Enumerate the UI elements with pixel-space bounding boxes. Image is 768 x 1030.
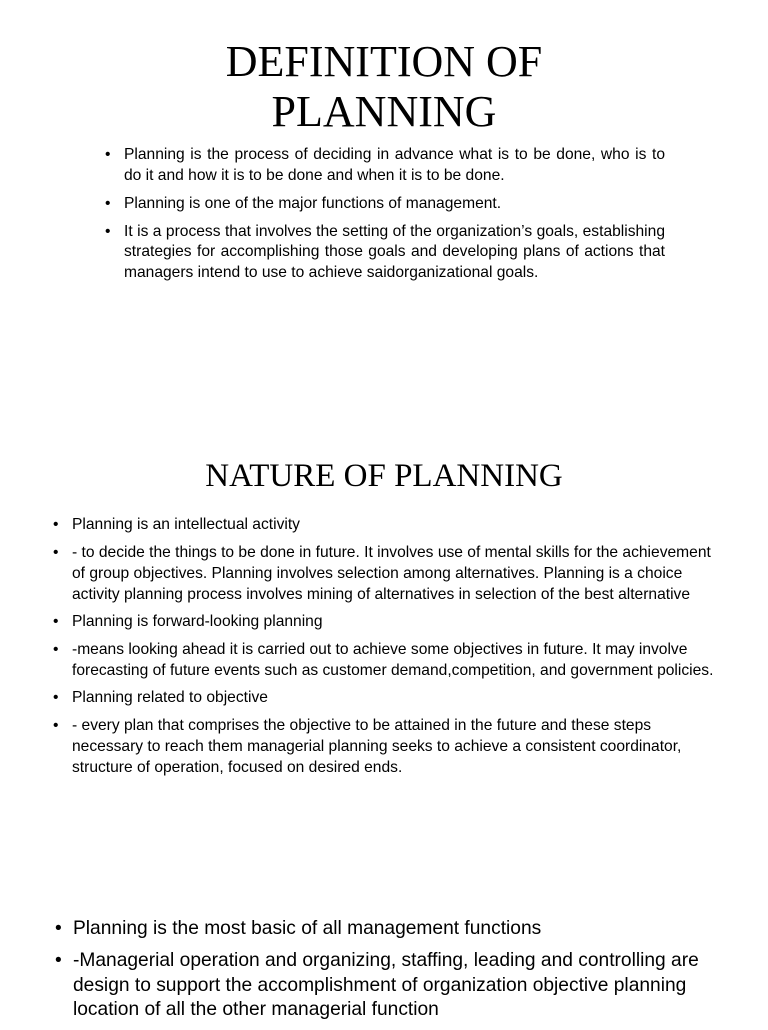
definition-bullet-text: Planning is the process of deciding in advance what is to be done, who is to do it and how it is to be done and when it is to be done. bbox=[124, 146, 665, 184]
basic-bullet-text: Planning is the most basic of all management functions bbox=[73, 918, 542, 939]
basic-bullet-list bbox=[55, 917, 723, 1030]
basic-bullet-item bbox=[55, 917, 723, 942]
nature-bullet-text: Planning related to objective bbox=[72, 689, 268, 706]
nature-bullet-text: Planning is forward-looking planning bbox=[72, 613, 323, 630]
bullet-icon: • bbox=[53, 543, 59, 561]
bullet-icon: • bbox=[53, 613, 59, 630]
definition-bullet-item bbox=[105, 194, 665, 215]
nature-bullet-item bbox=[53, 514, 714, 535]
nature-title: NATURE OF PLANNING bbox=[205, 458, 563, 494]
definition-title bbox=[150, 37, 618, 137]
bullet-icon: • bbox=[55, 918, 62, 939]
nature-bullet-list bbox=[53, 514, 714, 784]
nature-bullet-text: - every plan that comprises the objective to be attained in the future and these steps necessary to reach them managerial planning seeks to achieve a consistent coordinator, structure of operation, focused on desired ends. bbox=[72, 716, 682, 776]
bullet-icon: • bbox=[53, 516, 59, 533]
bullet-icon: • bbox=[55, 950, 62, 971]
bullet-icon: • bbox=[105, 194, 111, 212]
definition-bullet-item bbox=[105, 222, 665, 284]
nature-bullet-item bbox=[53, 611, 714, 632]
bullet-icon: • bbox=[53, 716, 59, 734]
bullet-icon: • bbox=[105, 222, 111, 240]
basic-bullet-item bbox=[55, 949, 723, 1023]
nature-bullet-item bbox=[53, 715, 714, 778]
bullet-icon: • bbox=[53, 640, 59, 658]
definition-title-line1: DEFINITION OF bbox=[225, 37, 543, 86]
bullet-icon: • bbox=[105, 146, 111, 163]
nature-bullet-item bbox=[53, 542, 714, 605]
definition-bullet-list bbox=[105, 145, 665, 291]
nature-bullet-text: -means looking ahead it is carried out to achieve some objectives in future. It may involve forecasting of future events such as customer demand,competition, and government policies. bbox=[72, 640, 714, 679]
nature-bullet-item bbox=[53, 687, 714, 708]
definition-bullet-item bbox=[105, 145, 665, 186]
basic-bullet-text: -Managerial operation and organizing, staffing, leading and controlling are design to support the accomplishment of organization objective planning location of all the other managerial function bbox=[73, 950, 699, 1020]
nature-bullet-text: Planning is an intellectual activity bbox=[72, 516, 300, 533]
nature-bullet-text: - to decide the things to be done in future. It involves use of mental skills for the achievement of group objectives. Planning involves selection among alternatives. Planning is a choice activity planning process involves mining of alternatives in selection of the best alternative bbox=[72, 543, 711, 603]
definition-title-line2: PLANNING bbox=[271, 87, 497, 137]
definition-bullet-text: Planning is one of the major functions of management. bbox=[124, 194, 502, 212]
nature-bullet-item bbox=[53, 639, 714, 681]
bullet-icon: • bbox=[53, 689, 59, 706]
definition-bullet-text: It is a process that involves the setting of the organization’s goals, establishing strategies for accomplishing those goals and developing plans of actions that managers intend to use to achieve saidorganizational goals. bbox=[124, 222, 665, 281]
